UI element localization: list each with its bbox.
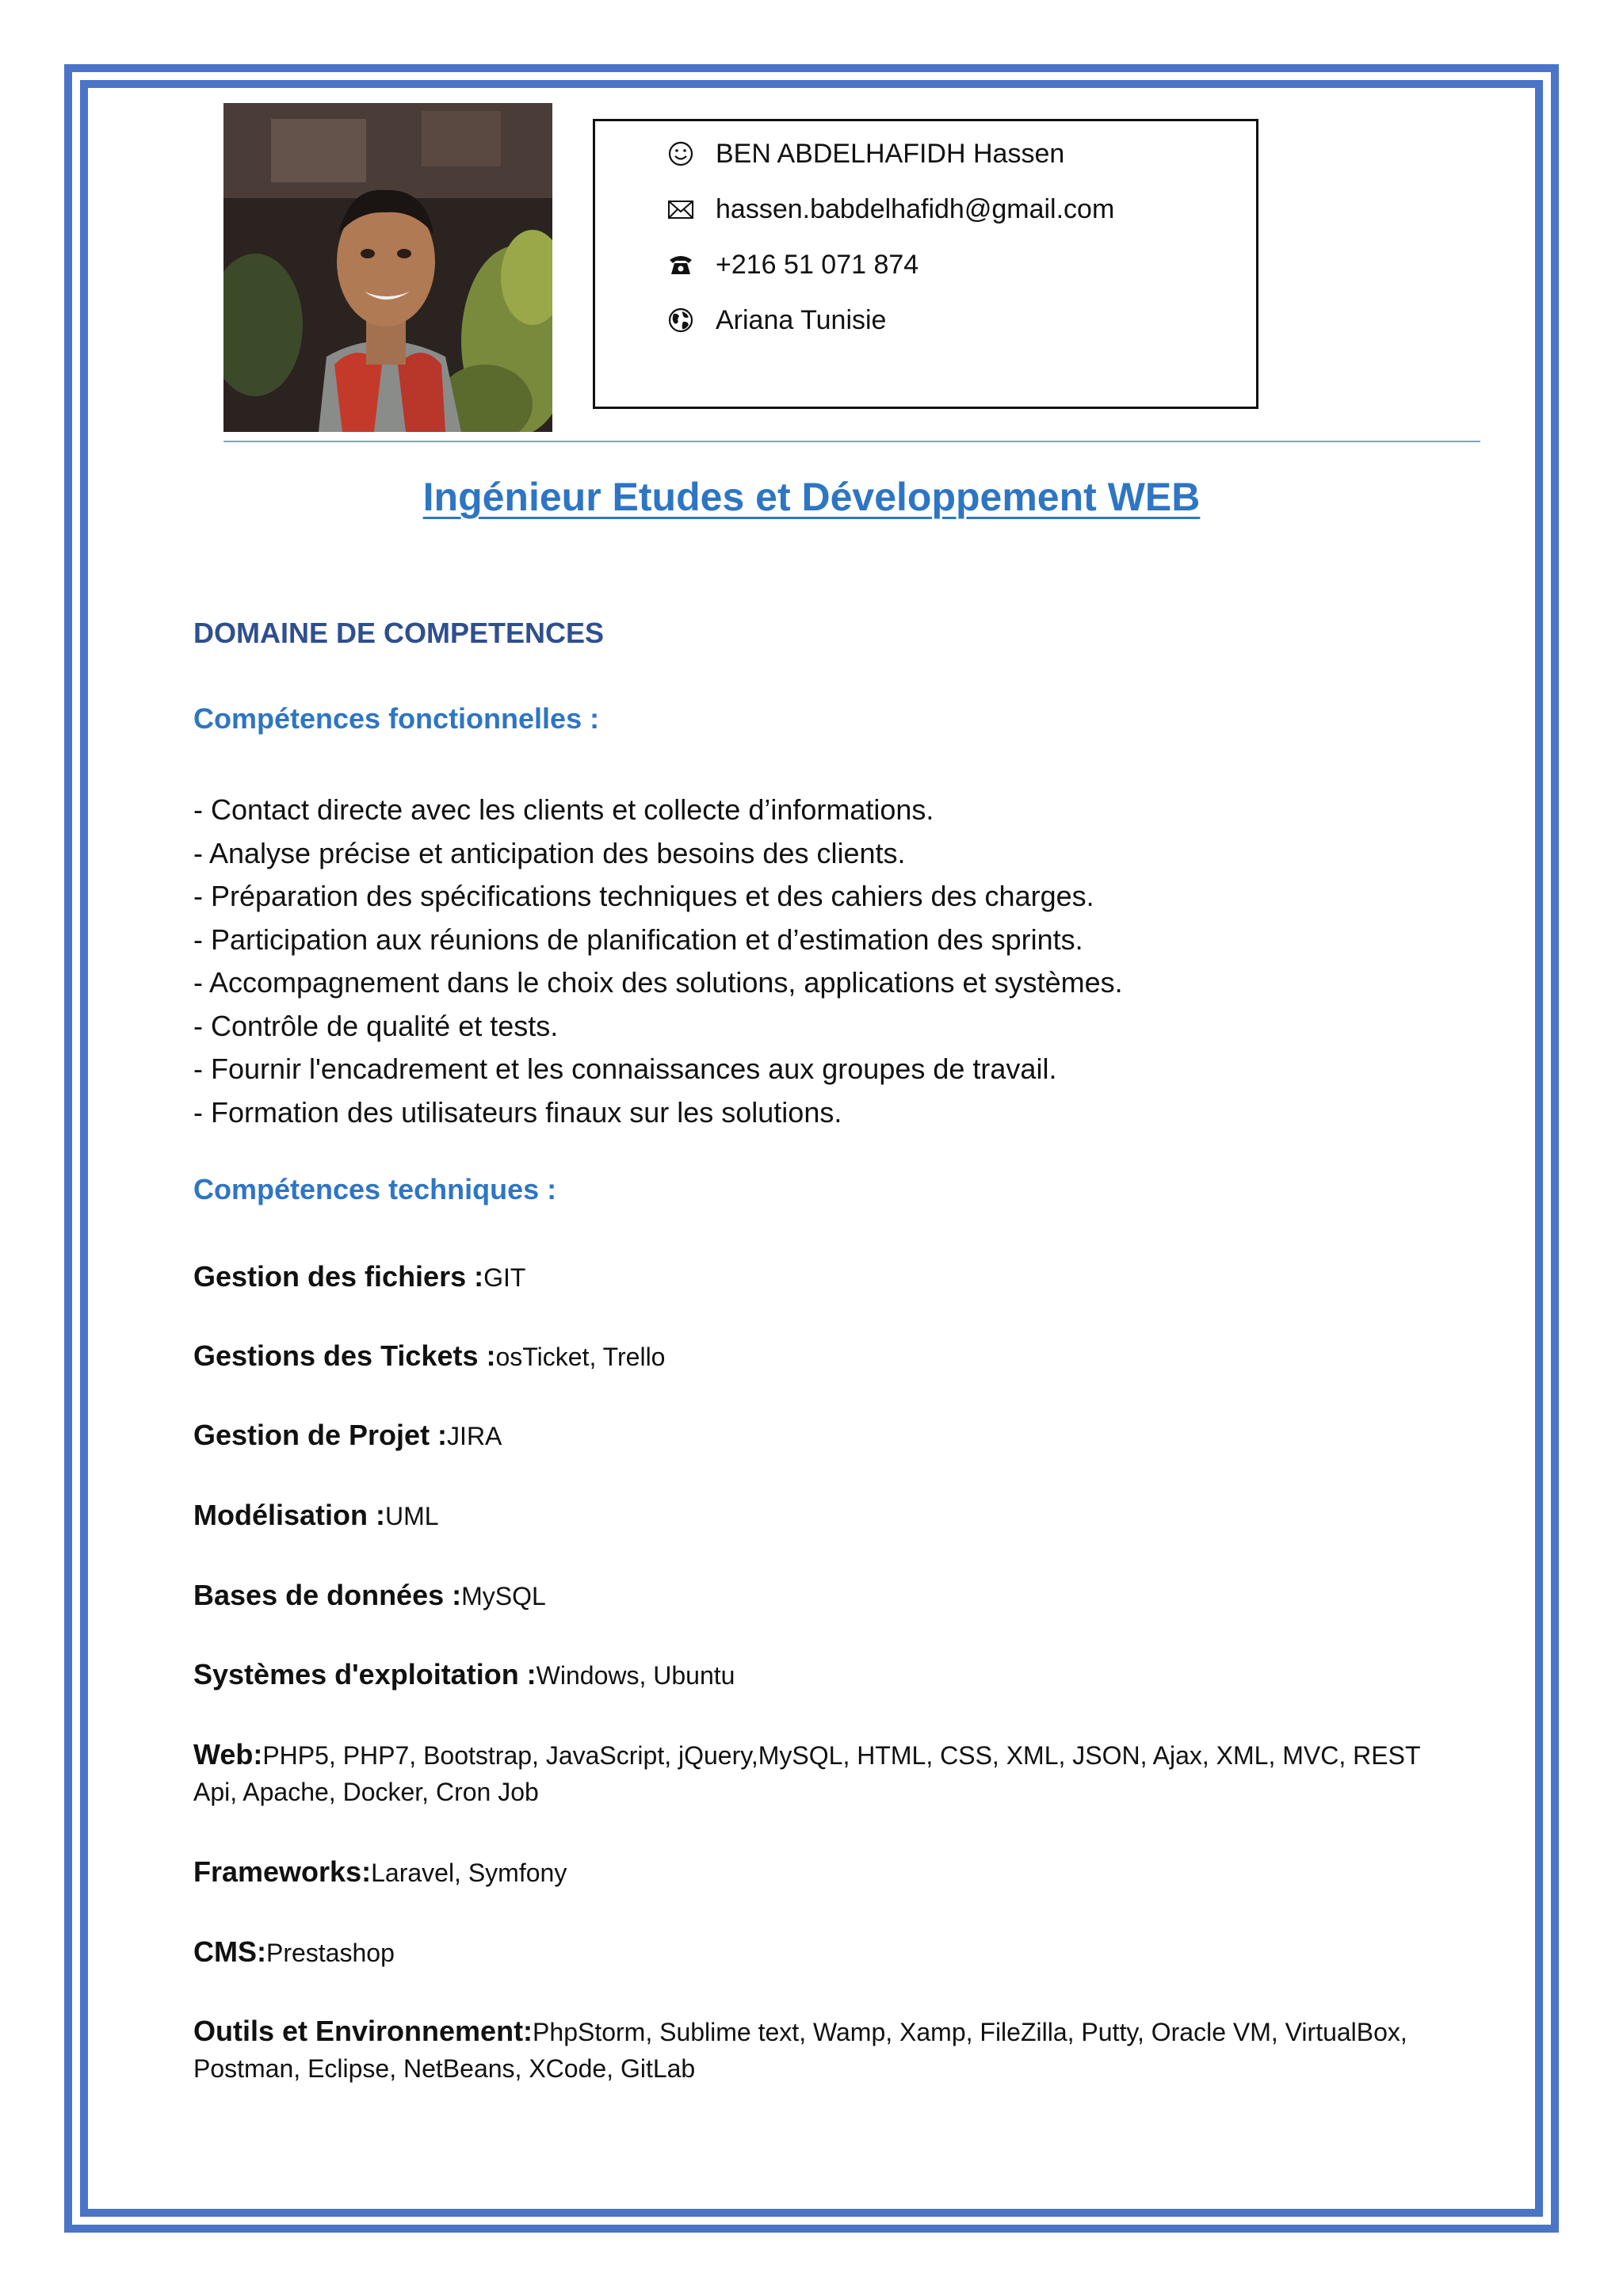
tech-skill-cms [193, 1934, 1430, 1971]
contact-location: Ariana Tunisie [716, 304, 887, 335]
smiley-icon [663, 136, 698, 171]
tech-skill-label: Gestion des fichiers : [193, 1260, 484, 1293]
list-item: - Participation aux réunions de planification et d’estimation des sprints. [193, 923, 1083, 956]
tech-skill-value: Windows, Ubuntu [536, 1661, 735, 1690]
phone-icon [663, 247, 698, 282]
contact-email-row [663, 189, 1114, 229]
contact-box [593, 119, 1258, 409]
globe-icon [663, 303, 698, 338]
tech-skill-value: UML [385, 1502, 439, 1530]
tech-skill-value: Prestashop [266, 1939, 395, 1967]
tech-skill-label: Systèmes d'exploitation : [193, 1658, 537, 1690]
list-item: - Formation des utilisateurs finaux sur les solutions. [193, 1095, 842, 1129]
tech-skill-value: osTicket, Trello [495, 1343, 666, 1371]
tech-skill-value: Laravel, Symfony [371, 1859, 567, 1887]
contact-phone: +216 51 071 874 [716, 249, 919, 280]
envelope-icon [663, 192, 698, 227]
section-heading-competences: DOMAINE DE COMPETENCES [193, 617, 605, 649]
tech-skill-file-management [193, 1259, 1430, 1296]
tech-skill-operating-systems [193, 1656, 1430, 1694]
tech-skill-frameworks [193, 1854, 1430, 1891]
tech-skill-label: Gestion de Projet : [193, 1419, 448, 1451]
tech-skill-value: MySQL [461, 1582, 546, 1610]
tech-skill-value: GIT [483, 1263, 526, 1292]
header-divider [223, 441, 1480, 442]
job-title: Ingénieur Etudes et Développement WEB [422, 475, 1201, 519]
contact-location-row [663, 300, 886, 340]
tech-skill-label: Gestions des Tickets : [193, 1339, 496, 1372]
contact-email[interactable]: hassen.babdelhafidh@gmail.com [716, 193, 1115, 224]
tech-skill-databases [193, 1577, 1430, 1614]
list-item: - Fournir l'encadrement et les connaissances aux groupes de travail. [193, 1052, 1057, 1085]
list-item: - Contact directe avec les clients et collecte d’informations. [193, 793, 934, 826]
tech-skill-value: JIRA [447, 1422, 502, 1450]
list-item: - Analyse précise et anticipation des besoins des clients. [193, 836, 906, 869]
tech-skill-label: Bases de données : [193, 1579, 462, 1611]
list-item: - Accompagnement dans le choix des solutions, applications et systèmes. [193, 966, 1123, 999]
tech-skill-value: PHP5, PHP7, Bootstrap, JavaScript, jQuery,MySQL, HTML, CSS, XML, JSON, Ajax, XML, MVC, REST Api, Apache, Docker, Cron Job [193, 1741, 1420, 1806]
contact-phone-row [663, 245, 918, 285]
tech-skill-tools [193, 2013, 1430, 2087]
functional-skills-heading: Compétences fonctionnelles : [193, 702, 600, 735]
tech-skill-web [193, 1736, 1430, 1810]
list-item: - Préparation des spécifications techniques et des cahiers des charges. [193, 880, 1094, 912]
contact-name: BEN ABDELHAFIDH Hassen [716, 138, 1065, 169]
tech-skill-label: CMS: [193, 1935, 266, 1968]
contact-name-row [663, 134, 1064, 174]
list-item: - Contrôle de qualité et tests. [193, 1009, 559, 1042]
functional-skills-list [193, 789, 1123, 1134]
profile-photo [223, 103, 552, 432]
tech-skill-modeling [193, 1497, 1430, 1534]
tech-skill-tickets [193, 1338, 1430, 1375]
tech-skill-label: Frameworks: [193, 1855, 372, 1888]
tech-skill-label: Modélisation : [193, 1499, 385, 1531]
tech-skill-project-management [193, 1417, 1430, 1454]
technical-skills-heading: Compétences techniques : [193, 1173, 557, 1205]
tech-skill-label: Web: [193, 1738, 263, 1771]
tech-skill-label: Outils et Environnement: [193, 2015, 533, 2047]
tech-skill-value: PhpStorm, Sublime text, Wamp, Xamp, FileZilla, Putty, Oracle VM, VirtualBox, Postman, Eclipse, NetBeans, XCode, GitLab [193, 2018, 1407, 2083]
